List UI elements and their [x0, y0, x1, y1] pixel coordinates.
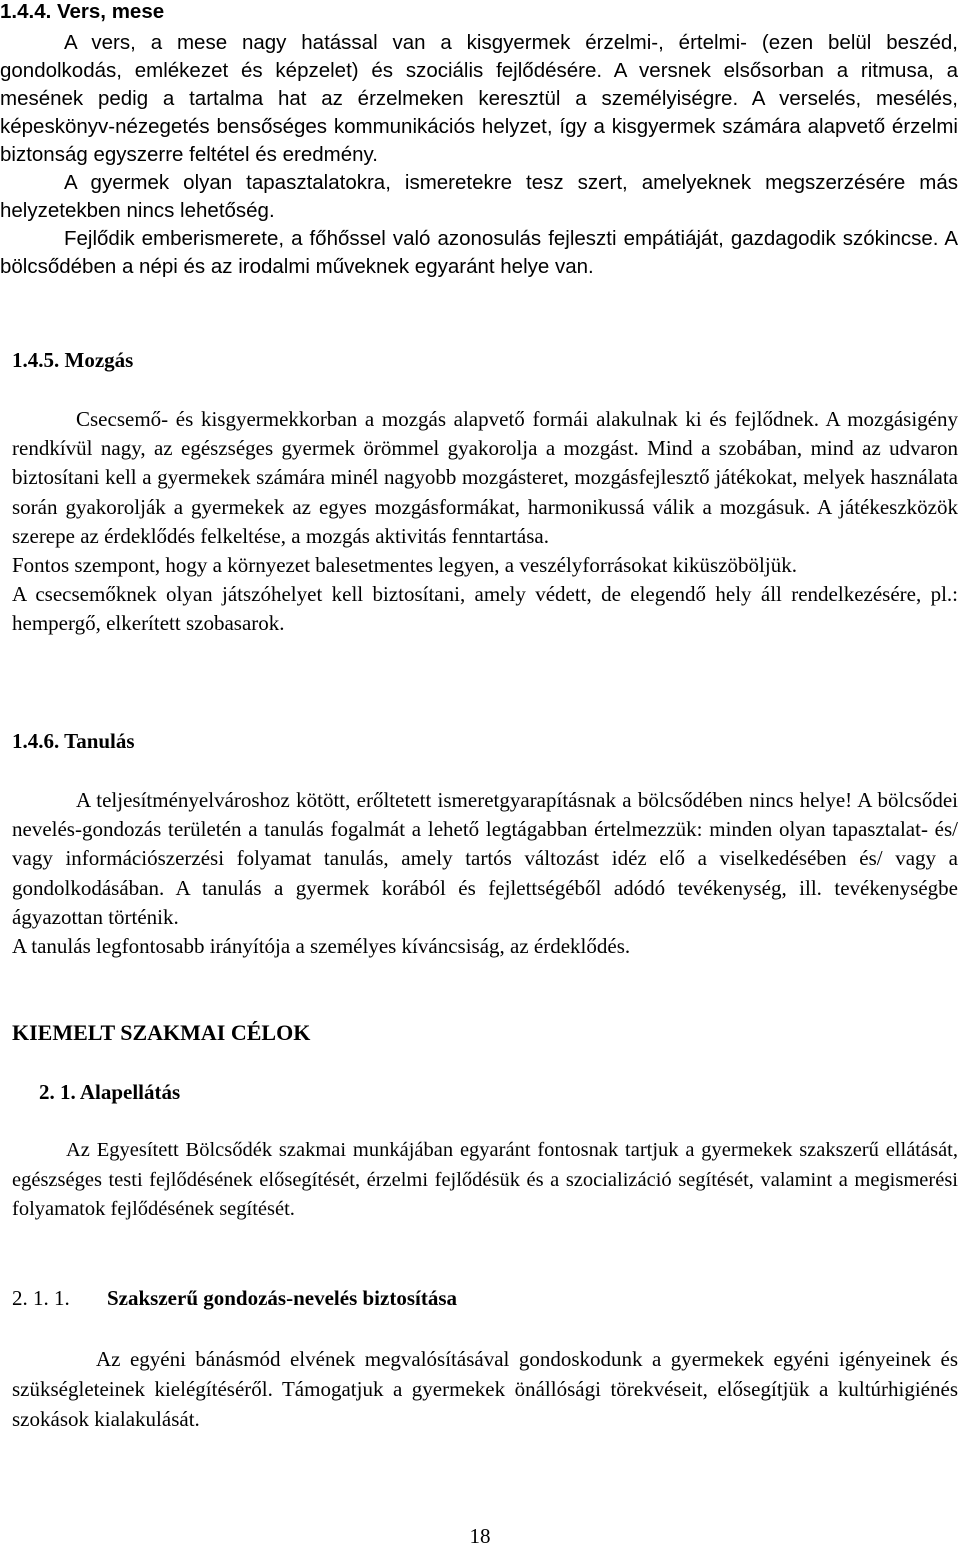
- section-body-vers-mese: [0, 29, 958, 281]
- paragraph: Az egyéni bánásmód elvének megvalósításával gondoskodunk a gyermekek egyéni igényeinek és szükségleteinek kielégítéséről. Támogatjuk a gyermekek önállósági törekvéseit, elősegítjük a kultúrhigiénés szokások kialakulását.: [12, 1347, 958, 1431]
- paragraph: A tanulás legfontosabb irányítója a személyes kíváncsiság, az érdeklődés.: [12, 934, 631, 959]
- heading-title: Szakszerű gondozás-nevelés biztosítása: [107, 1286, 457, 1310]
- page-number: 18: [469, 1524, 491, 1548]
- paragraph: Fejlődik emberismerete, a főhőssel való azonosulás fejleszti empátiáját, gazdagodik szókincse. A bölcsődében a népi és az irodalmi műveknek egyaránt helye van.: [0, 227, 958, 278]
- section-body-mozgas: [12, 405, 958, 639]
- paragraph: A vers, a mese nagy hatással van a kisgyermek érzelmi-, értelmi- (ezen belül beszéd, gondolkodás, emlékezet és képzelet) és szociális fejlődésére. A versnek elsősorban a ritmusa, a mesének pedig a tartalma hat az érzelmeken keresztül a személyiségre. A verselés, mesélés, képeskönyv-nézegetés bensőséges kommunikációs helyzet, így a kisgyermek számára alapvető érzelmi biztonság egyszerre feltétel és eredmény.: [0, 31, 958, 166]
- section-heading-vers-mese: 1.4.4. Vers, mese: [0, 0, 165, 23]
- paragraph: Csecsemő- és kisgyermekkorban a mozgás alapvető formái alakulnak ki és fejlődnek. A mozgásigény rendkívül nagy, az egészséges gyermek örömmel gyakorolja a mozgást. Mind a szobában, mind az udvaron biztosítani kell a gyermekek számára minél nagyobb mozgásteret, mozgásfejlesztő játékokat, melyek használata során gyakorolják a gyermekek az egyes mozgásformákat, harmonikussá válik a mozgásuk. A játékeszközök szerepe az érdeklődés felkeltése, a mozgás aktivitás fenntartása.: [12, 407, 958, 548]
- paragraph: A gyermek olyan tapasztalatokra, ismeretekre tesz szert, amelyeknek megszerzésére más helyzetekben nincs lehetőség.: [0, 171, 958, 222]
- heading-number: 2. 1. 1.: [12, 1286, 70, 1310]
- main-heading-kiemelt-celok: KIEMELT SZAKMAI CÉLOK: [12, 1020, 311, 1045]
- paragraph: Fontos szempont, hogy a környezet balesetmentes legyen, a veszélyforrásokat kiküszöböljük.: [12, 553, 797, 578]
- section-body-szakszeru-gondozas: [12, 1344, 958, 1434]
- section-heading-alapellatas: 2. 1. Alapellátás: [39, 1080, 181, 1104]
- section-heading-mozgas: 1.4.5. Mozgás: [12, 348, 134, 372]
- section-body-alapellatas: [12, 1136, 958, 1225]
- paragraph: A teljesítményelvároshoz kötött, erőltetett ismeretgyarapításnak a bölcsődében nincs helye! A bölcsődei nevelés-gondozás területén a tanulás fogalmát a lehető legtágabban értelmezzük: minden olyan tapasztalat- és/ vagy információszerzési folyamat tanulás, amely tartós változást idéz elő a viselkedésében és/ vagy a gondolkodásában. A tanulás a gyermek korából és fejlettségéből adódó tevékenység, ill. tevékenységbe ágyazottan történik.: [12, 788, 958, 929]
- paragraph: A csecsemőknek olyan játszóhelyet kell biztosítani, amely védett, de elegendő hely áll rendelkezésére, pl.: hempergő, elkerített szobasarok.: [12, 582, 958, 636]
- section-heading-szakszeru-gondozas: [12, 1284, 457, 1313]
- paragraph: Az Egyesített Bölcsődék szakmai munkájában egyaránt fontosnak tartjuk a gyermekek szakszerű ellátását, egészséges testi fejlődésének elősegítését, érzelmi fejlődésük és a szocializáció segítését, valamint a megismerési folyamatok fejlődésének segítését.: [12, 1139, 958, 1220]
- section-heading-tanulas: 1.4.6. Tanulás: [12, 729, 135, 753]
- section-body-tanulas: [12, 786, 958, 961]
